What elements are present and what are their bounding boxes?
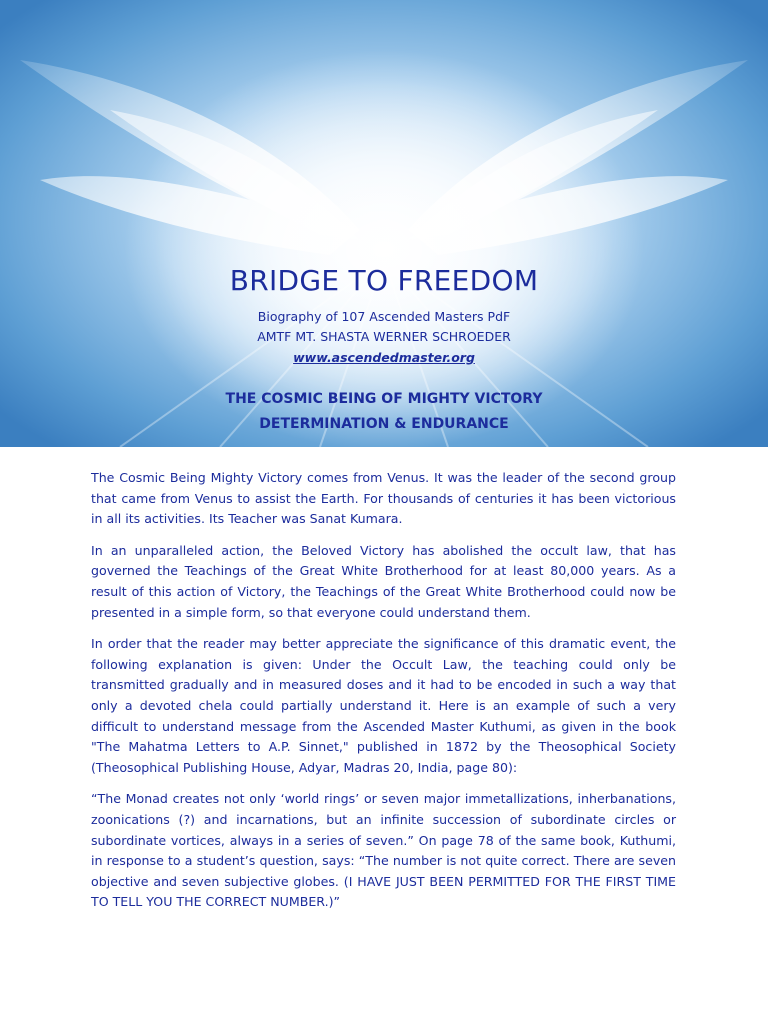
paragraph-1: The Cosmic Being Mighty Victory comes from Venus. It was the leader of the second group that came from Venus to assist the Earth. For thousands of centuries it has been victorious in all its activities. Its Teacher was Sanat Kumara. (91, 470, 676, 527)
website-link[interactable]: www.ascendedmaster.org (293, 350, 475, 365)
body-text (91, 468, 676, 924)
paragraph-4: “The Monad creates not only ‘world rings’ or seven major immetallizations, inherbanations, zoonications (?) and incarnations, but an infinite succession of subordinate circles or subordinate vortices, always in a series of seven.” On page 78 of the same book, Kuthumi, in response to a student’s question, says: “The number is not quite correct. There are seven objective and seven subjective globes. (I HAVE JUST BEEN PERMITTED FOR THE FIRST TIME TO TELL YOU THE CORRECT NUMBER.)” (91, 791, 676, 910)
subtitle-biography: Biography of 107 Ascended Masters PdF (257, 309, 511, 324)
paragraph-2: In an unparalleled action, the Beloved Victory has abolished the occult law, that has governed the Teachings of the Great White Brotherhood for at least 80,000 years. As a result of this action of Victory, the Teachings of the Great White Brotherhood could now be presented in a simple form, so that everyone could understand them. (91, 542, 676, 620)
section-heading-line2: DETERMINATION & ENDURANCE (259, 416, 509, 432)
header-banner (0, 0, 768, 447)
paragraph-3: In order that the reader may better appreciate the significance of this dramatic event, the following explanation is given: Under the Occult Law, the teaching could only be transmitted gradually and in measured doses and it had to be encoded in such a way that only a devoted chela could partially understand it. Here is an example of such a very difficult to understand message from the Ascended Master Kuthumi, as given in the book "The Mahatma Letters to A.P. Sinnet," published in 1872 by the Theosophical Society (Theosophical Publishing House, Adyar, Madras 20, India, page 80): (91, 636, 676, 775)
page-title: BRIDGE TO FREEDOM (229, 264, 539, 297)
subtitle-author: AMTF MT. SHASTA WERNER SCHROEDER (257, 329, 511, 344)
section-heading-line1: THE COSMIC BEING OF MIGHTY VICTORY (225, 391, 543, 407)
angel-wings-image (0, 0, 768, 447)
